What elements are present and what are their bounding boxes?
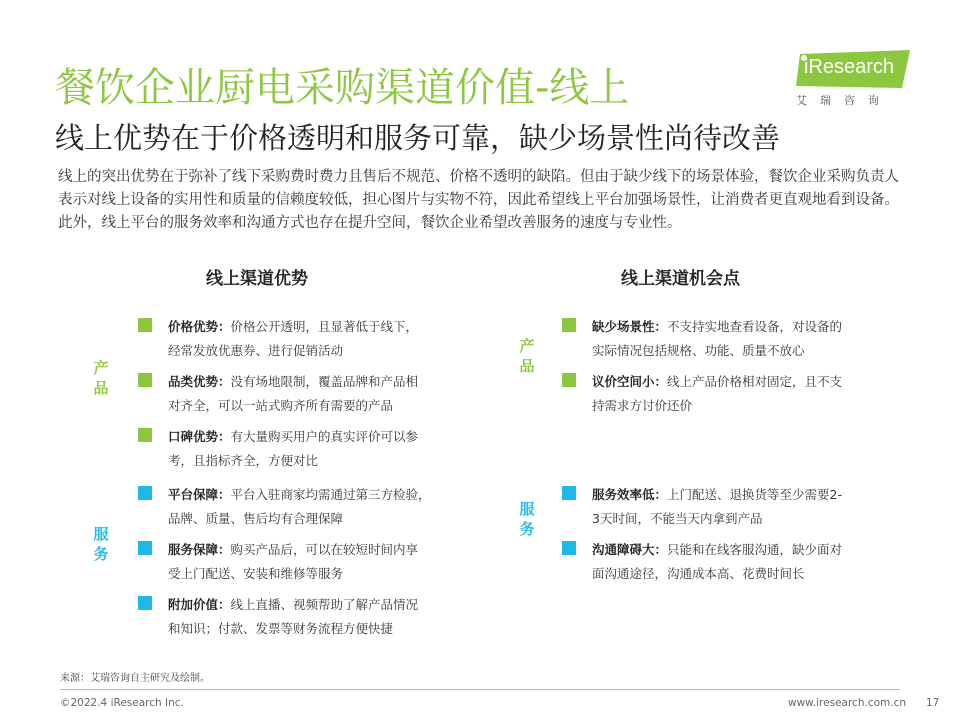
right-service-item bbox=[592, 538, 842, 586]
item-key: 附加价值： bbox=[168, 597, 231, 612]
item-line: 不支持实地查看设备，对设备的 bbox=[667, 319, 843, 334]
item-key: 服务效率低： bbox=[592, 487, 668, 502]
item-line: 受上门配送、安装和维修等服务 bbox=[168, 566, 344, 581]
item-line: 没有场地限制，覆盖品牌和产品相 bbox=[230, 374, 419, 389]
right-product-label: 产品 bbox=[519, 337, 535, 375]
blue-bullet-icon bbox=[562, 486, 576, 500]
item-line: 上门配送、退换货等至少需要2- bbox=[667, 487, 842, 502]
item-key: 服务保障： bbox=[168, 542, 231, 557]
item-line: 经常发放优惠券、进行促销活动 bbox=[168, 343, 344, 358]
green-bullet-icon bbox=[562, 373, 576, 387]
green-bullet-icon bbox=[562, 318, 576, 332]
left-service-item bbox=[168, 538, 418, 586]
item-line: 和知识；付款、发票等财务流程方便快捷 bbox=[168, 621, 394, 636]
item-line: 平台入驻商家均需通过第三方检验， bbox=[230, 487, 431, 502]
logo-text: iResearch bbox=[804, 56, 895, 78]
item-line: 面沟通途径，沟通成本高、花费时间长 bbox=[592, 566, 805, 581]
logo-subtext: 艾瑞咨询 bbox=[796, 94, 892, 107]
source-note: 来源：艾瑞咨询自主研究及绘制。 bbox=[60, 673, 210, 684]
item-key: 议价空间小： bbox=[592, 374, 668, 389]
left-product-item bbox=[168, 425, 418, 473]
green-bullet-icon bbox=[138, 318, 152, 332]
footer-divider bbox=[60, 689, 900, 690]
left-product-label: 产品 bbox=[93, 359, 109, 397]
item-key: 沟通障碍大： bbox=[592, 542, 668, 557]
left-column-heading: 线上渠道优势 bbox=[206, 269, 308, 289]
blue-bullet-icon bbox=[138, 541, 152, 555]
item-line: 价格公开透明，且显著低于线下， bbox=[230, 319, 419, 334]
left-service-item bbox=[168, 593, 418, 641]
left-service-item bbox=[168, 483, 431, 531]
iresearch-logo bbox=[794, 48, 914, 110]
item-line: 持需求方讨价还价 bbox=[592, 398, 693, 413]
intro-paragraph: 线上的突出优势在于弥补了线下采购费时费力且售后不规范、价格不透明的缺陷。但由于缺少线下的场景体验，餐饮企业采购负责人表示对线上设备的实用性和质量的信赖度较低，担心图片与实物不符，因此希望线上平台加强场景性，让消费者更直观地看到设备。此外，线上平台的服务效率和沟通方式也存在提升空间，餐饮企业希望改善服务的速度与专业性。 bbox=[58, 169, 899, 231]
right-column-heading: 线上渠道机会点 bbox=[621, 269, 740, 289]
right-product-item bbox=[592, 370, 842, 418]
item-line: 有大量购买用户的真实评价可以参 bbox=[230, 429, 419, 444]
right-service-label: 服务 bbox=[519, 500, 535, 538]
blue-bullet-icon bbox=[138, 486, 152, 500]
page-subtitle: 线上优势在于价格透明和服务可靠，缺少场景性尚待改善 bbox=[55, 121, 781, 155]
right-product-item bbox=[592, 315, 842, 363]
green-bullet-icon bbox=[138, 428, 152, 442]
item-key: 口碑优势： bbox=[168, 429, 231, 444]
item-key: 平台保障： bbox=[168, 487, 231, 502]
green-bullet-icon bbox=[138, 373, 152, 387]
blue-bullet-icon bbox=[562, 541, 576, 555]
left-product-item bbox=[168, 370, 418, 418]
item-key: 品类优势： bbox=[168, 374, 231, 389]
item-line: 只能和在线客服沟通，缺少面对 bbox=[667, 542, 843, 557]
blue-bullet-icon bbox=[138, 596, 152, 610]
item-line: 线上直播、视频帮助了解产品情况 bbox=[230, 597, 419, 612]
copyright: ©2022.4 iResearch Inc. bbox=[60, 697, 184, 709]
item-line: 购买产品后，可以在较短时间内享 bbox=[230, 542, 419, 557]
page-title: 餐饮企业厨电采购渠道价值-线上 bbox=[55, 65, 630, 111]
item-line: 实际情况包括规格、功能、质量不放心 bbox=[592, 343, 805, 358]
website-link[interactable]: www.iresearch.com.cn bbox=[788, 697, 907, 709]
left-product-item bbox=[168, 315, 418, 363]
page-number: 17 bbox=[926, 697, 940, 709]
left-service-label: 服务 bbox=[93, 525, 109, 563]
right-service-item bbox=[592, 483, 842, 531]
item-line: 品牌、质量、售后均有合理保障 bbox=[168, 511, 344, 526]
item-line: 3天时间，不能当天内拿到产品 bbox=[592, 511, 763, 526]
item-line: 线上产品价格相对固定，且不支 bbox=[667, 374, 843, 389]
item-key: 价格优势： bbox=[168, 319, 231, 334]
item-line: 对齐全，可以一站式购齐所有需要的产品 bbox=[168, 398, 394, 413]
item-key: 缺少场景性： bbox=[592, 319, 668, 334]
item-line: 考，且指标齐全，方便对比 bbox=[168, 453, 319, 468]
